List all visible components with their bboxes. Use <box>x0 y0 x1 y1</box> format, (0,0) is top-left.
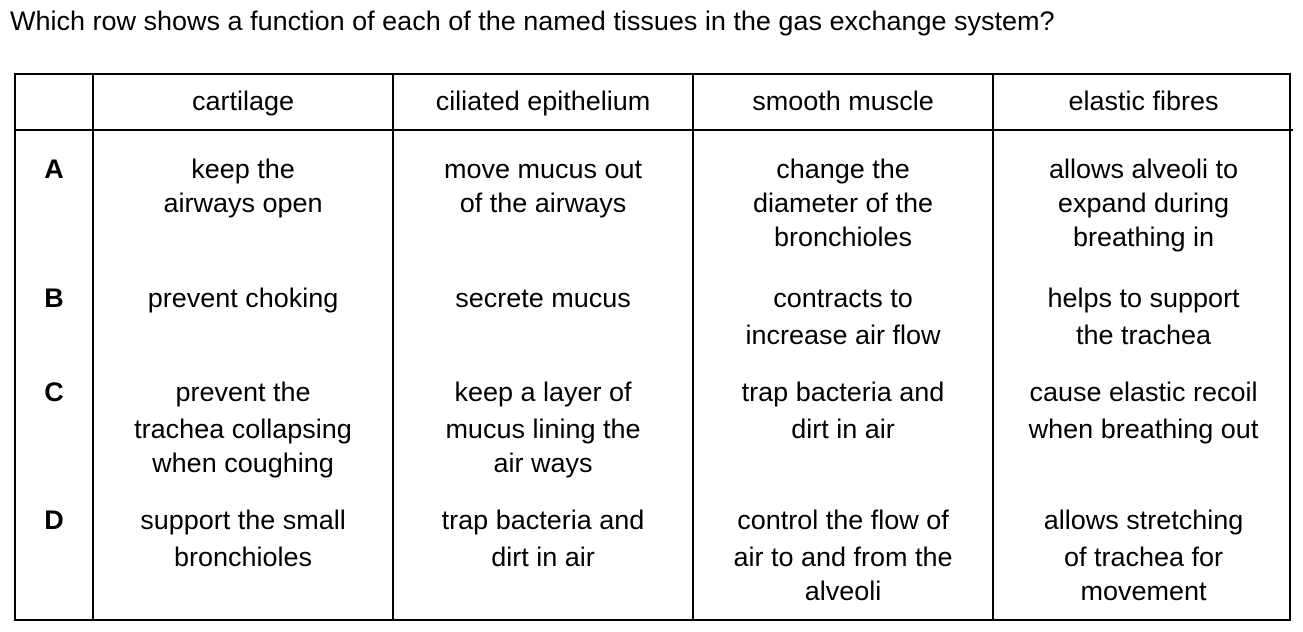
header-cell-blank <box>16 75 94 131</box>
cell-b-elastic-fibres <box>994 280 1293 354</box>
cell-a-cartilage <box>94 151 392 222</box>
cell-b-smooth-muscle <box>694 280 992 354</box>
cell-line: allows stretching <box>1043 505 1244 535</box>
header-cell-cartilage: cartilage <box>94 75 394 131</box>
option-letter-b: B <box>44 283 64 313</box>
cell-a-elastic-fibres <box>994 151 1293 256</box>
ciliated-epithelium-column <box>394 131 694 619</box>
cell-line: control the flow of <box>737 505 949 535</box>
cell-line: air ways <box>493 448 593 478</box>
header-cell-elastic-fibres: elastic fibres <box>994 75 1293 131</box>
cell-line: allows alveoli to <box>1048 154 1239 184</box>
option-letter-a: A <box>44 154 64 184</box>
option-letter-d: D <box>44 505 64 535</box>
cell-line: mucus lining the <box>445 414 641 444</box>
cell-line: cause elastic recoil <box>1029 377 1258 407</box>
cell-a-ciliated-epithelium <box>394 151 692 222</box>
options-table <box>14 73 1291 621</box>
cell-b-ciliated-epithelium <box>394 280 692 317</box>
cell-line: air to and from the <box>733 542 953 572</box>
cell-d-smooth-muscle <box>694 502 992 610</box>
cell-d-ciliated-epithelium <box>394 502 692 576</box>
elastic-fibres-column <box>994 131 1293 619</box>
header-cell-ciliated-epithelium: ciliated epithelium <box>394 75 694 131</box>
smooth-muscle-column <box>694 131 994 619</box>
cell-line: dirt in air <box>791 414 895 444</box>
option-letter-c: C <box>44 377 64 407</box>
option-letter-column <box>16 131 94 619</box>
cell-line: trap bacteria and <box>441 505 645 535</box>
cell-line: trap bacteria and <box>741 377 945 407</box>
cell-line: alveoli <box>804 576 882 606</box>
cell-line: of the airways <box>459 188 627 218</box>
cell-line: dirt in air <box>491 542 595 572</box>
cell-line: change the <box>776 154 910 184</box>
cell-line: keep the <box>191 154 295 184</box>
cell-line: keep a layer of <box>454 377 632 407</box>
cell-line: contracts to <box>773 283 913 313</box>
cell-line: secrete mucus <box>455 283 631 313</box>
header-cell-smooth-muscle: smooth muscle <box>694 75 994 131</box>
cell-line: movement <box>1080 576 1207 606</box>
question-text: Which row shows a function of each of the named tissues in the gas exchange system? <box>10 6 1055 36</box>
cell-c-smooth-muscle <box>694 374 992 448</box>
cell-d-elastic-fibres <box>994 502 1293 610</box>
cell-line: the trachea <box>1075 320 1212 350</box>
cell-line: bronchioles <box>773 222 913 252</box>
cell-a-smooth-muscle <box>694 151 992 256</box>
cell-line: support the small <box>140 505 346 535</box>
cell-d-cartilage <box>94 502 392 576</box>
cell-line: prevent the <box>175 377 311 407</box>
cell-line: diameter of the <box>752 188 934 218</box>
cell-line: helps to support <box>1047 283 1240 313</box>
cell-line: bronchioles <box>173 542 313 572</box>
cell-b-cartilage <box>94 280 392 317</box>
cell-line: increase air flow <box>745 320 941 350</box>
cell-line: airways open <box>163 188 323 218</box>
cell-line: when breathing out <box>1028 414 1259 444</box>
cell-line: of trachea for <box>1063 542 1224 572</box>
cell-c-ciliated-epithelium <box>394 374 692 482</box>
cartilage-column <box>94 131 394 619</box>
cell-line: prevent choking <box>147 283 339 313</box>
cell-line: when coughing <box>152 448 334 478</box>
cell-c-cartilage <box>94 374 392 482</box>
cell-line: trachea collapsing <box>134 414 352 444</box>
cell-c-elastic-fibres <box>994 374 1293 448</box>
cell-line: breathing in <box>1072 222 1215 252</box>
cell-line: expand during <box>1057 188 1230 218</box>
cell-line: move mucus out <box>443 154 643 184</box>
